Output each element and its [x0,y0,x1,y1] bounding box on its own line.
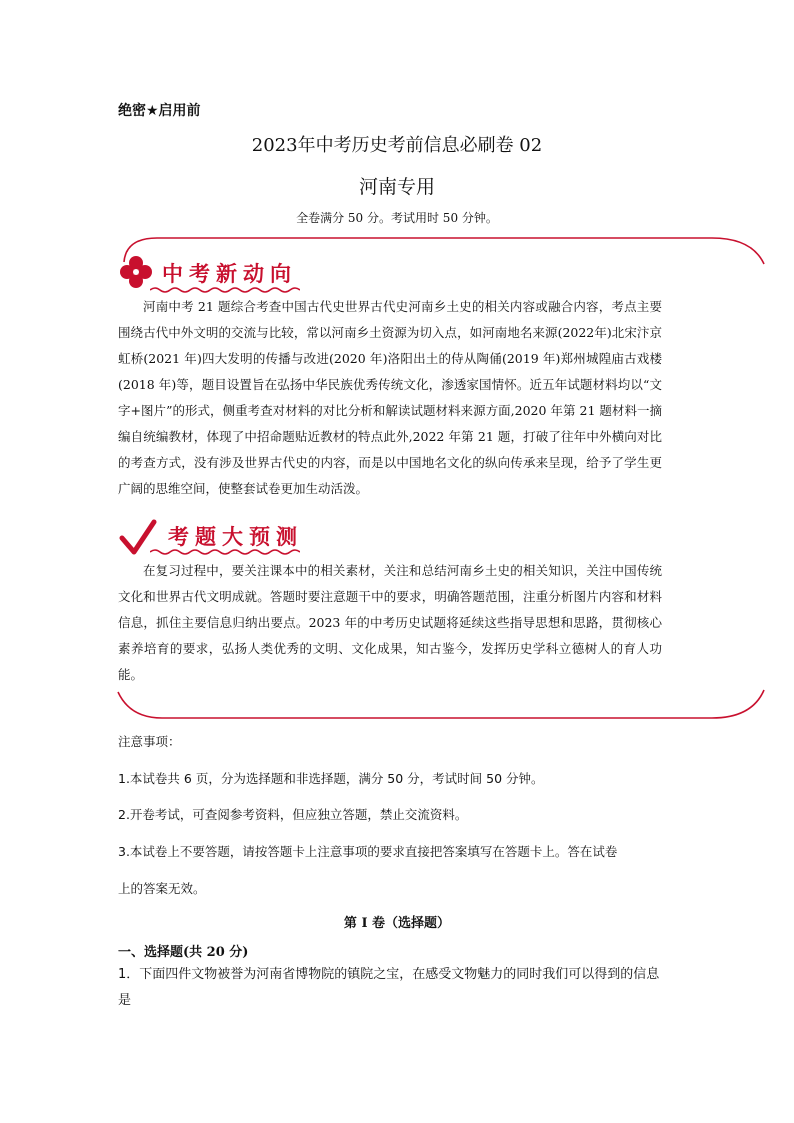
notes-heading: 注意事项： [118,734,181,749]
clover-icon [118,254,154,290]
note-item: 1.本试卷共 6 页，分为选择题和非选择题，满分 50 分，考试时间 50 分钟。 [118,771,544,786]
note-item: 上的答案无效。 [118,881,206,896]
wave-underline [150,286,300,294]
confidential-label: 绝密★启用前 [118,103,201,119]
prediction-paragraph: 在复习过程中，要关注课本中的相关素材，关注和总结河南乡土史的相关知识，关注中国传统文化和世界古代文明成就。答题时要注意题干中的要求，明确答题范围，注重分析图片内容和材料信息，抓住主要信息归纳出要点。2023 年的中考历史试题将延续这些指导思想和思路，贯彻核心素养培育的要求，弘扬人类优秀的文明、文化成果，知古鉴今，发挥历史学科立德树人的育人功能。 [118,563,662,682]
exam-title: 2023年中考历史考前信息必刷卷 02 [251,135,543,156]
note-item: 3.本试卷上不要答题，请按答题卡上注意事项的要求直接把答案填写在答题卡上。答在试卷 [118,844,618,859]
wave-underline [150,548,300,556]
exam-subtitle: 河南专用 [358,176,435,198]
full-score-note: 全卷满分 50 分。考试用时 50 分钟。 [296,211,498,225]
note-item: 2.开卷考试，可查阅参考资料，但应独立答题，禁止交流资料。 [118,807,468,822]
new-trend-paragraph: 河南中考 21 题综合考查中国古代史世界古代史河南乡土史的相关内容或融合内容，考点主要围绕古代中外文明的交流与比较，常以河南乡土资源为切入点，如河南地名来源(2022年)北宋汴京虹桥(2021 年)四大发明的传播与改进(2020 年)洛阳出土的侍从陶俑(2019 年)郑州城隍庙古戏楼(2018 年)等，题目设置旨在弘扬中华民族优秀传统文化，渗透家国情怀。近五年试题材料均以“文字+图片”的形式，侧重考查对材料的对比分析和解读试题材料来源方面,2020 年第 21 题材料一摘编自统编教材，体现了中招命题贴近教材的特点此外,2022 年第 21 题，打破了往年中外横向对比的考查方式，没有涉及世界古代史的内容，而是以中国地名文化的纵向传承来呈现，给予了学生更广阔的思维空间，使整套试卷更加生动活泼。 [118,299,662,496]
choice-section-label: 一、选择题(共 20 分) [118,945,249,960]
section-heading-new-trend: 中考新动向 [162,262,297,286]
notes-block [118,732,666,902]
question-1: 1．下面四件文物被誉为河南省博物院的镇院之宝，在感受文物魅力的同时我们可以得到的信息是 [118,967,660,1008]
section-heading-prediction: 考题大预测 [168,525,303,549]
part-one-title: 第 I 卷（选择题） [343,916,451,931]
